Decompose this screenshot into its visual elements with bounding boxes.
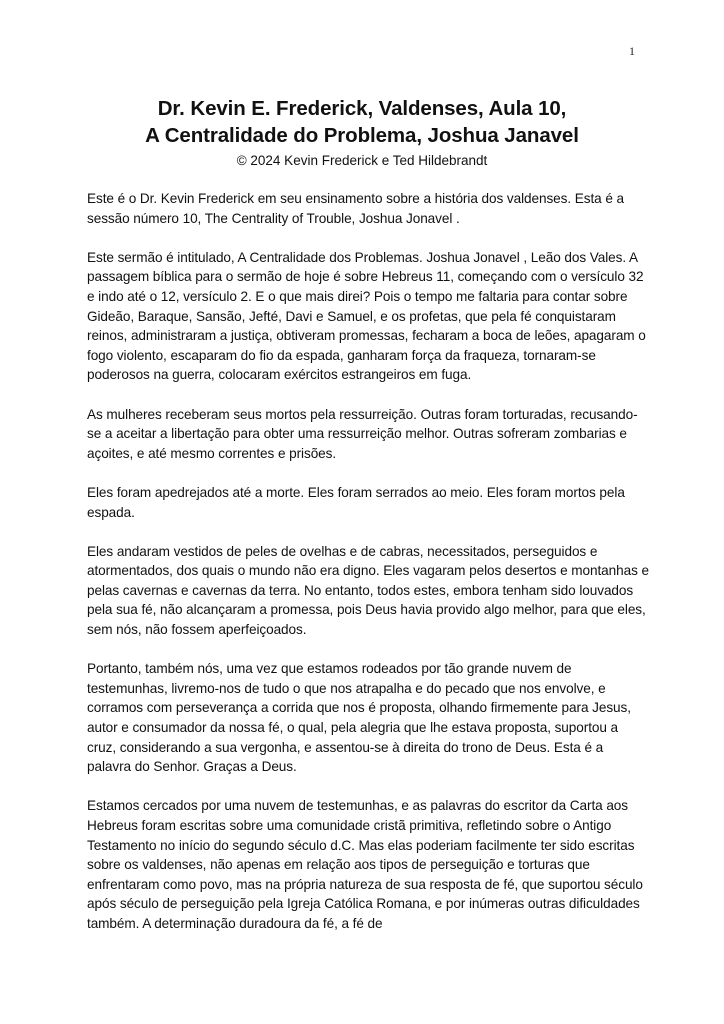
title-line-2: A Centralidade do Problema, Joshua Janavel (145, 124, 579, 147)
paragraph-wandered: Eles andaram vestidos de peles de ovelhas e de cabras, necessitados, perseguidos e atormentados, dos quais o mundo não era digno. Eles vagaram pelos desertos e montanhas e pelas cavernas e cavernas da terra. No entanto, todos estes, embora tenham sido louvados pela sua fé, não alcançaram a promessa, pois Deus havia provido algo melhor, para que eles, sem nós, não fossem aperfeiçoados. (87, 543, 649, 638)
paragraph-women: As mulheres receberam seus mortos pela ressurreição. Outras foram torturadas, recusando-se a aceitar a libertação para obter uma ressurreição melhor. Outras sofreram zombarias e açoites, e até mesmo correntes e prisões. (87, 406, 638, 461)
paragraph-sermon-title: Este sermão é intitulado, A Centralidade dos Problemas. Joshua Jonavel , Leão dos Vales. A passagem bíblica para o sermão de hoje é sobre Hebreus 11, começando com o versículo 32 e indo até o 12, versículo 2. E o que mais direi? Pois o tempo me faltaria para contar sobre Gideão, Baraque, Sansão, Jefté, Davi e Samuel, e os profetas, que pela fé conquistaram reinos, administraram a justiça, obtiveram promessas, fecharam a boca de leões, apagaram o fogo violento, escaparam do fio da espada, ganharam força da fraqueza, tornaram-se poderosos na guerra, colocaram exércitos estrangeiros em fuga. (87, 249, 646, 383)
paragraph-waldenses: Estamos cercados por uma nuvem de testemunhas, e as palavras do escritor da Carta aos Hebreus foram escritas sobre uma comunidade cristã primitiva, refletindo sobre o Antigo Testamento no início do segundo século d.C. Mas elas poderiam facilmente ter sido escritas sobre os valdenses, não apenas em relação aos tipos de perseguição e torturas que enfrentaram como povo, mas na própria natureza de sua resposta de fé, que suportou século após século de perseguição pela Igreja Católica Romana, e por inúmeras outras dificuldades também. A determinação duradoura da fé, a fé de (87, 798, 643, 931)
copyright-notice: © 2024 Kevin Frederick e Ted Hildebrandt (236, 153, 488, 168)
title-line-1: Dr. Kevin E. Frederick, Valdenses, Aula 10, (157, 97, 567, 120)
paragraph-intro: Este é o Dr. Kevin Frederick em seu ensinamento sobre a história dos valdenses. Esta é a sessão número 10, The Centrality of Trouble, Joshua Jonavel . (87, 191, 624, 226)
page-number: 1 (629, 44, 635, 58)
paragraph-witnesses: Portanto, também nós, uma vez que estamos rodeados por tão grande nuvem de testemunhas, livremo-nos de tudo o que nos atrapalha e do pecado que nos envolve, e corramos com perseverança a corrida que nos é proposta, olhando firmemente para Jesus, autor e consumador da nossa fé, o qual, pela alegria que lhe estava proposta, suportou a cruz, considerando a sua vergonha, e assentou-se à direita do trono de Deus. Esta é a palavra do Senhor. Graças a Deus. (87, 661, 631, 775)
paragraph-stoned: Eles foram apedrejados até a morte. Eles foram serrados ao meio. Eles foram mortos pela espada. (87, 484, 625, 520)
document-body (87, 189, 649, 953)
title-block (40, 95, 684, 170)
